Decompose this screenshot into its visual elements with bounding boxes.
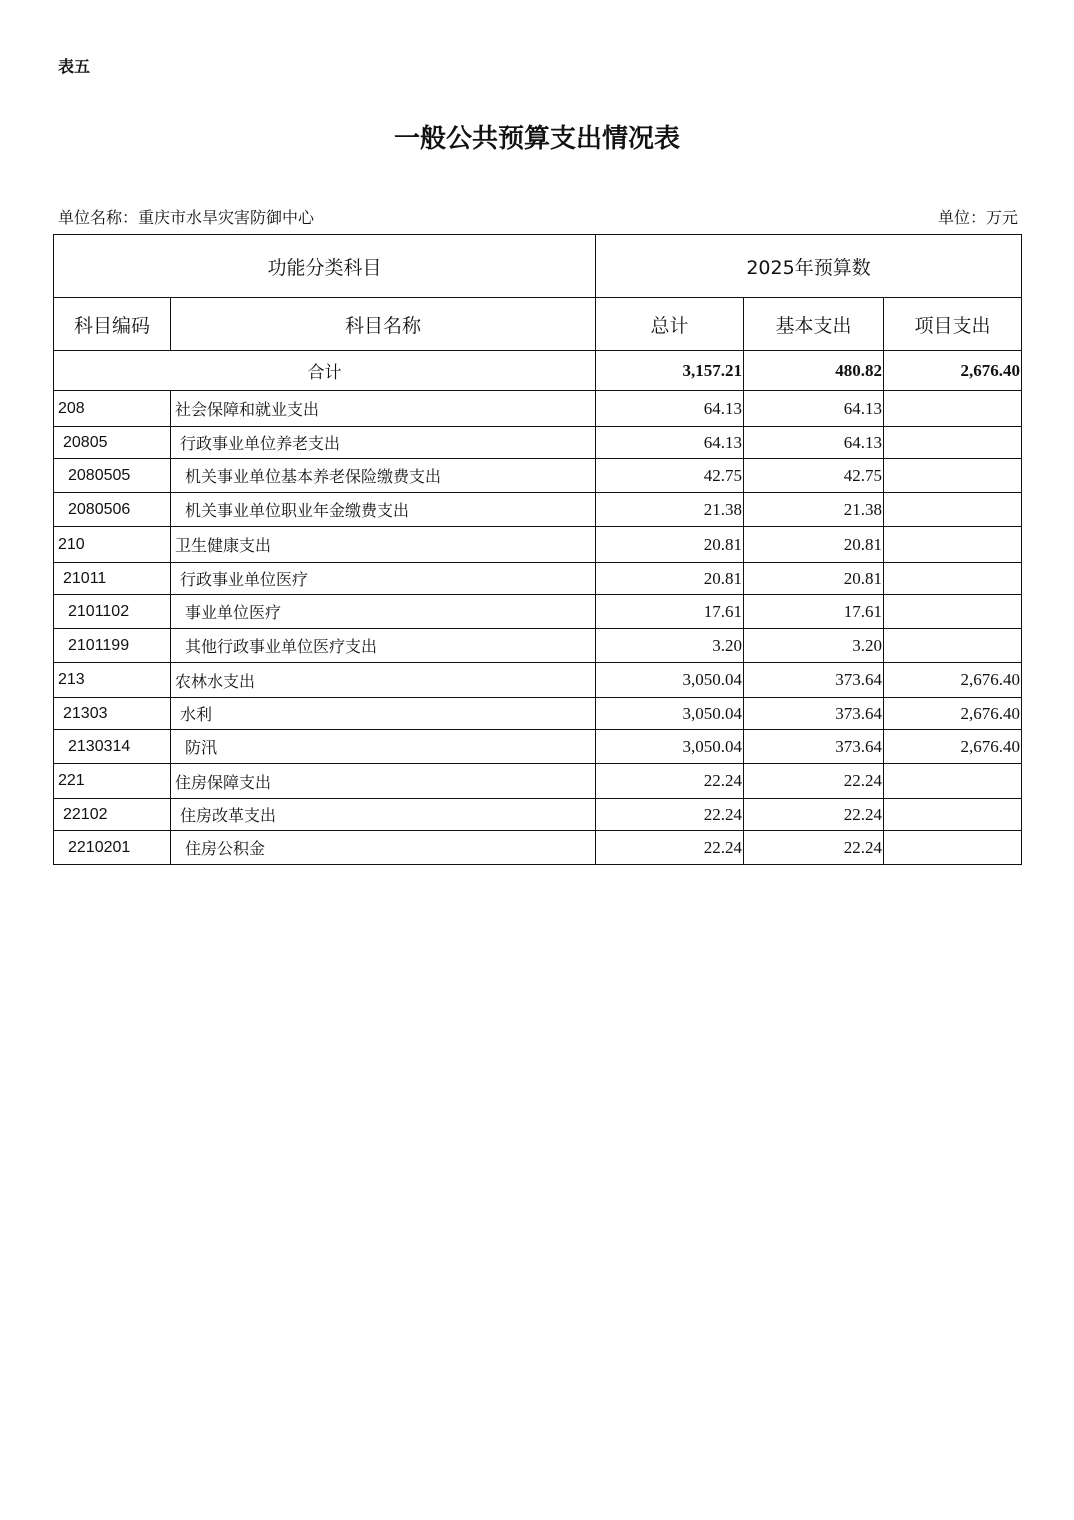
- row-total: 3,050.04: [596, 663, 744, 698]
- row-name: 住房保障支出: [171, 764, 596, 799]
- row-code: 2101102: [54, 595, 171, 629]
- row-basic: 21.38: [744, 493, 884, 527]
- row-basic: 373.64: [744, 663, 884, 698]
- row-code: 2080506: [54, 493, 171, 527]
- row-total: 22.24: [596, 799, 744, 831]
- row-project: [884, 629, 1022, 663]
- row-name: 其他行政事业单位医疗支出: [171, 629, 596, 663]
- row-basic: 22.24: [744, 831, 884, 865]
- row-name: 行政事业单位养老支出: [171, 427, 596, 459]
- header-project: 项目支出: [884, 298, 1022, 351]
- total-label: 合计: [54, 351, 596, 391]
- row-code: 2210201: [54, 831, 171, 865]
- row-name: 农林水支出: [171, 663, 596, 698]
- table-row: [54, 493, 1022, 527]
- header-row-groups: [54, 235, 1022, 298]
- row-total: 42.75: [596, 459, 744, 493]
- row-project: [884, 427, 1022, 459]
- budget-table: [53, 234, 1022, 865]
- header-row-columns: [54, 298, 1022, 351]
- table-row: [54, 698, 1022, 730]
- row-basic: 22.24: [744, 799, 884, 831]
- row-project: [884, 563, 1022, 595]
- row-project: [884, 391, 1022, 427]
- row-code: 210: [54, 527, 171, 563]
- total-total: 3,157.21: [596, 351, 744, 391]
- row-project: [884, 595, 1022, 629]
- row-name: 社会保障和就业支出: [171, 391, 596, 427]
- row-name: 机关事业单位职业年金缴费支出: [171, 493, 596, 527]
- page-title: 一般公共预算支出情况表: [393, 124, 680, 154]
- row-code: 2101199: [54, 629, 171, 663]
- row-code: 2080505: [54, 459, 171, 493]
- header-function-category: 功能分类科目: [54, 235, 596, 298]
- row-code: 213: [54, 663, 171, 698]
- header-total: 总计: [596, 298, 744, 351]
- row-code: 21011: [54, 563, 171, 595]
- row-basic: 64.13: [744, 391, 884, 427]
- row-project: [884, 527, 1022, 563]
- row-code: 221: [54, 764, 171, 799]
- row-basic: 17.61: [744, 595, 884, 629]
- row-total: 64.13: [596, 427, 744, 459]
- row-total: 17.61: [596, 595, 744, 629]
- row-project: [884, 799, 1022, 831]
- total-row: [54, 351, 1022, 391]
- row-total: 20.81: [596, 527, 744, 563]
- unit-label: 单位：万元: [937, 208, 1018, 227]
- row-code: 208: [54, 391, 171, 427]
- row-project: [884, 764, 1022, 799]
- row-code: 21303: [54, 698, 171, 730]
- header-name: 科目名称: [171, 298, 596, 351]
- row-code: 2130314: [54, 730, 171, 764]
- header-basic: 基本支出: [744, 298, 884, 351]
- unit-name: 单位名称：重庆市水旱灾害防御中心: [58, 208, 315, 227]
- row-basic: 373.64: [744, 698, 884, 730]
- table-row: [54, 799, 1022, 831]
- row-name: 机关事业单位基本养老保险缴费支出: [171, 459, 596, 493]
- row-name: 行政事业单位医疗: [171, 563, 596, 595]
- table-row: [54, 527, 1022, 563]
- row-project: 2,676.40: [884, 698, 1022, 730]
- row-project: [884, 831, 1022, 865]
- row-project: 2,676.40: [884, 663, 1022, 698]
- row-name: 卫生健康支出: [171, 527, 596, 563]
- table-row: [54, 563, 1022, 595]
- table-row: [54, 459, 1022, 493]
- row-basic: 64.13: [744, 427, 884, 459]
- row-total: 22.24: [596, 831, 744, 865]
- row-total: 22.24: [596, 764, 744, 799]
- row-project: [884, 459, 1022, 493]
- row-total: 64.13: [596, 391, 744, 427]
- table-row: [54, 730, 1022, 764]
- table-row: [54, 831, 1022, 865]
- table-row: [54, 595, 1022, 629]
- row-total: 3,050.04: [596, 698, 744, 730]
- table-row: [54, 663, 1022, 698]
- row-name: 防汛: [171, 730, 596, 764]
- row-name: 住房改革支出: [171, 799, 596, 831]
- table-row: [54, 764, 1022, 799]
- header-code: 科目编码: [54, 298, 171, 351]
- row-basic: 3.20: [744, 629, 884, 663]
- total-project: 2,676.40: [884, 351, 1022, 391]
- row-basic: 22.24: [744, 764, 884, 799]
- row-basic: 42.75: [744, 459, 884, 493]
- table-row: [54, 391, 1022, 427]
- row-basic: 20.81: [744, 563, 884, 595]
- total-basic: 480.82: [744, 351, 884, 391]
- row-total: 3,050.04: [596, 730, 744, 764]
- table-row: [54, 629, 1022, 663]
- row-project: [884, 493, 1022, 527]
- row-name: 事业单位医疗: [171, 595, 596, 629]
- row-name: 水利: [171, 698, 596, 730]
- row-total: 21.38: [596, 493, 744, 527]
- row-basic: 373.64: [744, 730, 884, 764]
- row-total: 3.20: [596, 629, 744, 663]
- row-code: 20805: [54, 427, 171, 459]
- table-row: [54, 427, 1022, 459]
- table-number: 表五: [58, 57, 91, 76]
- row-project: 2,676.40: [884, 730, 1022, 764]
- row-name: 住房公积金: [171, 831, 596, 865]
- row-code: 22102: [54, 799, 171, 831]
- row-basic: 20.81: [744, 527, 884, 563]
- row-total: 20.81: [596, 563, 744, 595]
- header-budget-2025: 2025年预算数: [596, 235, 1022, 298]
